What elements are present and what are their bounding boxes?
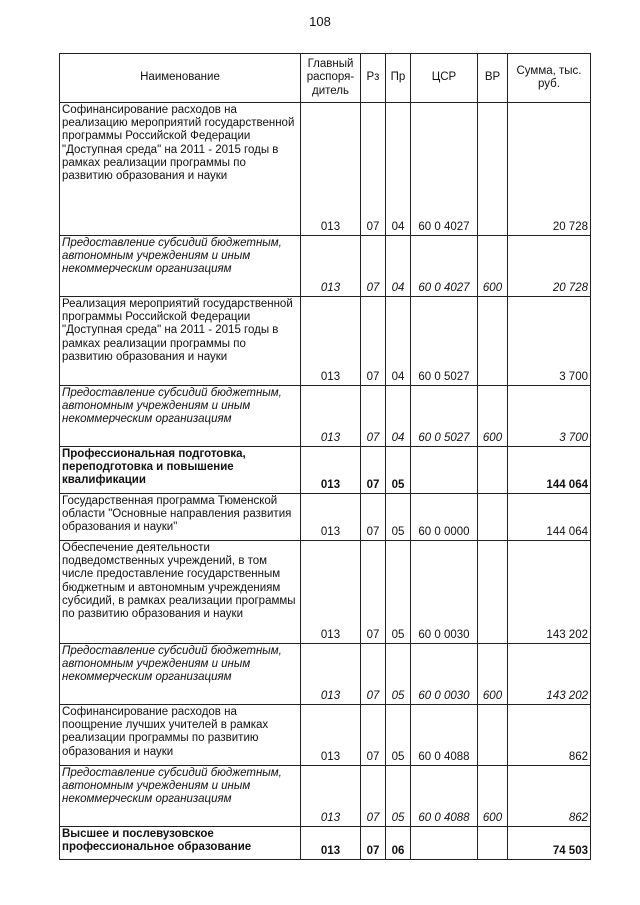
row-pr-cell: 04 bbox=[386, 236, 411, 297]
row-name-cell: Обеспечение деятельности подведомственных учреждений, в том числе предоставление государственным бюджетным и автономным учреждениям субсидий, в рамках реализации программы по развитию образования и науки bbox=[60, 541, 301, 644]
row-csr-cell: 60 0 0030 bbox=[411, 644, 478, 705]
row-rz-cell: 07 bbox=[361, 494, 386, 541]
table-row bbox=[60, 103, 591, 236]
row-name-cell: Софинансирование расходов на поощрение лучших учителей в рамках реализации программы по развитию образования и науки bbox=[60, 705, 301, 766]
row-pr-cell: 05 bbox=[386, 644, 411, 705]
row-rz-cell: 07 bbox=[361, 705, 386, 766]
table-row bbox=[60, 386, 591, 447]
row-name-cell: Софинансирование расходов на реализацию мероприятий государственной программы Российской Федерации "Доступная среда" на 2011 - 2015 годы в рамках реализации программы по развитию образования и науки bbox=[60, 103, 301, 236]
row-admin-cell: 013 bbox=[301, 644, 361, 705]
row-rz-cell: 07 bbox=[361, 236, 386, 297]
row-admin-cell: 013 bbox=[301, 447, 361, 494]
row-admin-cell: 013 bbox=[301, 827, 361, 860]
row-admin-cell: 013 bbox=[301, 236, 361, 297]
row-rz-cell: 07 bbox=[361, 386, 386, 447]
table-row bbox=[60, 447, 591, 494]
row-vr-cell: 600 bbox=[478, 236, 508, 297]
row-csr-cell: 60 0 4088 bbox=[411, 705, 478, 766]
header-vr: ВР bbox=[478, 54, 508, 103]
table-row bbox=[60, 827, 591, 860]
row-name-cell: Предоставление субсидий бюджетным, автономным учреждениям и иным некоммерческим организациям bbox=[60, 236, 301, 297]
row-csr-cell: 60 0 5027 bbox=[411, 297, 478, 386]
row-pr-cell: 04 bbox=[386, 103, 411, 236]
row-vr-cell bbox=[478, 827, 508, 860]
table-row bbox=[60, 644, 591, 705]
budget-table bbox=[59, 53, 591, 860]
row-name-cell: Государственная программа Тюменской области "Основные направления развития образования и науки" bbox=[60, 494, 301, 541]
row-sum-cell: 74 503 bbox=[508, 827, 591, 860]
page-number: 108 bbox=[309, 14, 331, 29]
row-csr-cell: 60 0 5027 bbox=[411, 386, 478, 447]
table-row bbox=[60, 541, 591, 644]
table-body bbox=[60, 103, 591, 860]
row-rz-cell: 07 bbox=[361, 827, 386, 860]
row-admin-cell: 013 bbox=[301, 386, 361, 447]
row-sum-cell: 20 728 bbox=[508, 103, 591, 236]
row-rz-cell: 07 bbox=[361, 447, 386, 494]
row-pr-cell: 06 bbox=[386, 827, 411, 860]
row-csr-cell: 60 0 4027 bbox=[411, 103, 478, 236]
row-sum-cell: 20 728 bbox=[508, 236, 591, 297]
row-sum-cell: 862 bbox=[508, 766, 591, 827]
row-admin-cell: 013 bbox=[301, 705, 361, 766]
header-sum: Сумма, тыс. руб. bbox=[508, 54, 591, 103]
row-sum-cell: 862 bbox=[508, 705, 591, 766]
header-name: Наименование bbox=[60, 54, 301, 103]
row-admin-cell: 013 bbox=[301, 103, 361, 236]
row-pr-cell: 05 bbox=[386, 494, 411, 541]
row-vr-cell bbox=[478, 297, 508, 386]
row-vr-cell: 600 bbox=[478, 644, 508, 705]
row-sum-cell: 144 064 bbox=[508, 447, 591, 494]
row-admin-cell: 013 bbox=[301, 494, 361, 541]
row-sum-cell: 143 202 bbox=[508, 541, 591, 644]
row-sum-cell: 3 700 bbox=[508, 297, 591, 386]
row-name-cell: Высшее и послевузовское профессиональное образование bbox=[60, 827, 301, 860]
row-sum-cell: 143 202 bbox=[508, 644, 591, 705]
row-pr-cell: 05 bbox=[386, 541, 411, 644]
row-vr-cell bbox=[478, 705, 508, 766]
row-pr-cell: 05 bbox=[386, 447, 411, 494]
row-name-cell: Реализация мероприятий государственной программы Российской Федерации "Доступная среда" на 2011 - 2015 годы в рамках реализации программы по развитию образования и науки bbox=[60, 297, 301, 386]
row-vr-cell bbox=[478, 103, 508, 236]
row-csr-cell bbox=[411, 447, 478, 494]
row-vr-cell: 600 bbox=[478, 386, 508, 447]
table-row bbox=[60, 705, 591, 766]
row-admin-cell: 013 bbox=[301, 766, 361, 827]
row-csr-cell bbox=[411, 827, 478, 860]
table-row bbox=[60, 297, 591, 386]
row-vr-cell bbox=[478, 447, 508, 494]
table-header-row bbox=[60, 54, 591, 103]
row-rz-cell: 07 bbox=[361, 541, 386, 644]
row-pr-cell: 05 bbox=[386, 766, 411, 827]
row-vr-cell bbox=[478, 541, 508, 644]
header-csr: ЦСР bbox=[411, 54, 478, 103]
row-pr-cell: 04 bbox=[386, 297, 411, 386]
row-csr-cell: 60 0 4088 bbox=[411, 766, 478, 827]
row-csr-cell: 60 0 4027 bbox=[411, 236, 478, 297]
row-rz-cell: 07 bbox=[361, 766, 386, 827]
row-name-cell: Профессиональная подготовка, переподготовка и повышение квалификации bbox=[60, 447, 301, 494]
header-rz: Рз bbox=[361, 54, 386, 103]
row-csr-cell: 60 0 0030 bbox=[411, 541, 478, 644]
table-row bbox=[60, 236, 591, 297]
row-vr-cell: 600 bbox=[478, 766, 508, 827]
row-sum-cell: 3 700 bbox=[508, 386, 591, 447]
row-name-cell: Предоставление субсидий бюджетным, автономным учреждениям и иным некоммерческим организациям bbox=[60, 386, 301, 447]
row-name-cell: Предоставление субсидий бюджетным, автономным учреждениям и иным некоммерческим организациям bbox=[60, 766, 301, 827]
row-rz-cell: 07 bbox=[361, 297, 386, 386]
header-pr: Пр bbox=[386, 54, 411, 103]
row-csr-cell: 60 0 0000 bbox=[411, 494, 478, 541]
table-row bbox=[60, 766, 591, 827]
row-rz-cell: 07 bbox=[361, 644, 386, 705]
row-pr-cell: 04 bbox=[386, 386, 411, 447]
row-pr-cell: 05 bbox=[386, 705, 411, 766]
row-name-cell: Предоставление субсидий бюджетным, автономным учреждениям и иным некоммерческим организациям bbox=[60, 644, 301, 705]
row-sum-cell: 144 064 bbox=[508, 494, 591, 541]
row-vr-cell bbox=[478, 494, 508, 541]
table-row bbox=[60, 494, 591, 541]
row-rz-cell: 07 bbox=[361, 103, 386, 236]
row-admin-cell: 013 bbox=[301, 297, 361, 386]
header-admin: Главный распоря-дитель bbox=[301, 54, 361, 103]
row-admin-cell: 013 bbox=[301, 541, 361, 644]
